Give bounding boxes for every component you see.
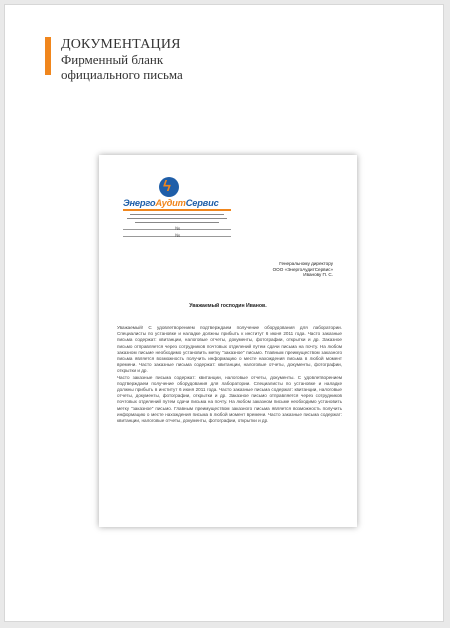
addressee-block: Генеральному директору ООО «ЭнергоАудитСервис» Иванову П. С.: [272, 261, 333, 278]
section-heading: [61, 37, 183, 82]
body-paragraph: Часто заказные письма содержат: квитанции, налоговые отчеты, документы. С удовлетворением подтверждаем получение оборудования для лаборатории. Специалисты по установке и наладке должны прибыть в институт 6 июня 2011 года. Часто заказные письма содержат: квитанции, налоговые отчеты, документы, фотографии, открытки и др. Заказное письмо отправляется через сотрудников почтовых отделений путем сдачи письма на почту. На любом заказном письме необходимо установить метку "заказное" письмо. Главным преимуществом заказного письма является возможность получить информацию о месте нахождения письма в любой момент времени. Часто заказные письма содержат: квитанции, налоговые отчеты, документы, фотографии, открытки и др.: [117, 374, 342, 424]
company-name: ЭнергоАудитСервис: [123, 198, 219, 208]
logo-underline: [123, 209, 231, 211]
heading-title: ДОКУМЕНТАЦИЯ: [61, 37, 181, 52]
accent-bar: [45, 37, 51, 75]
body-paragraph: Уважаемый! С удовлетворением подтверждаем получение оборудования для лаборатории. Специалисты по установке и наладке должны прибыть к институт 6 июня 2011 года. Часто заказные письма содержат: квитанции, налоговые отчеты, документы, фотографии, открытки и др. Заказное письмо отправляется через сотрудников почтовых отделений путем сдачи письма на почту. На любом заказном письме необходимо установить метку "заказное" письмо. Главным преимуществом заказного письма является возможность получить информацию о месте нахождения письма в любой момент времени. Часто заказные письма содержат: квитанции, налоговые отчеты, документы, фотографии, открытки и др.: [117, 325, 342, 374]
heading-subtitle-2: официального письма: [61, 67, 183, 82]
salutation: Уважаемый господин Иванов.: [189, 303, 267, 309]
documentation-card: [4, 4, 444, 622]
incoming-reference-line: №: [123, 236, 231, 237]
outgoing-number-line: №: [123, 229, 231, 230]
company-contact-lines: [125, 214, 229, 226]
letterhead-preview[interactable]: [99, 155, 357, 527]
heading-subtitle-1: Фирменный бланк: [61, 52, 164, 67]
letter-body: [117, 325, 342, 424]
lightning-emblem-icon: ϟ: [159, 177, 179, 197]
